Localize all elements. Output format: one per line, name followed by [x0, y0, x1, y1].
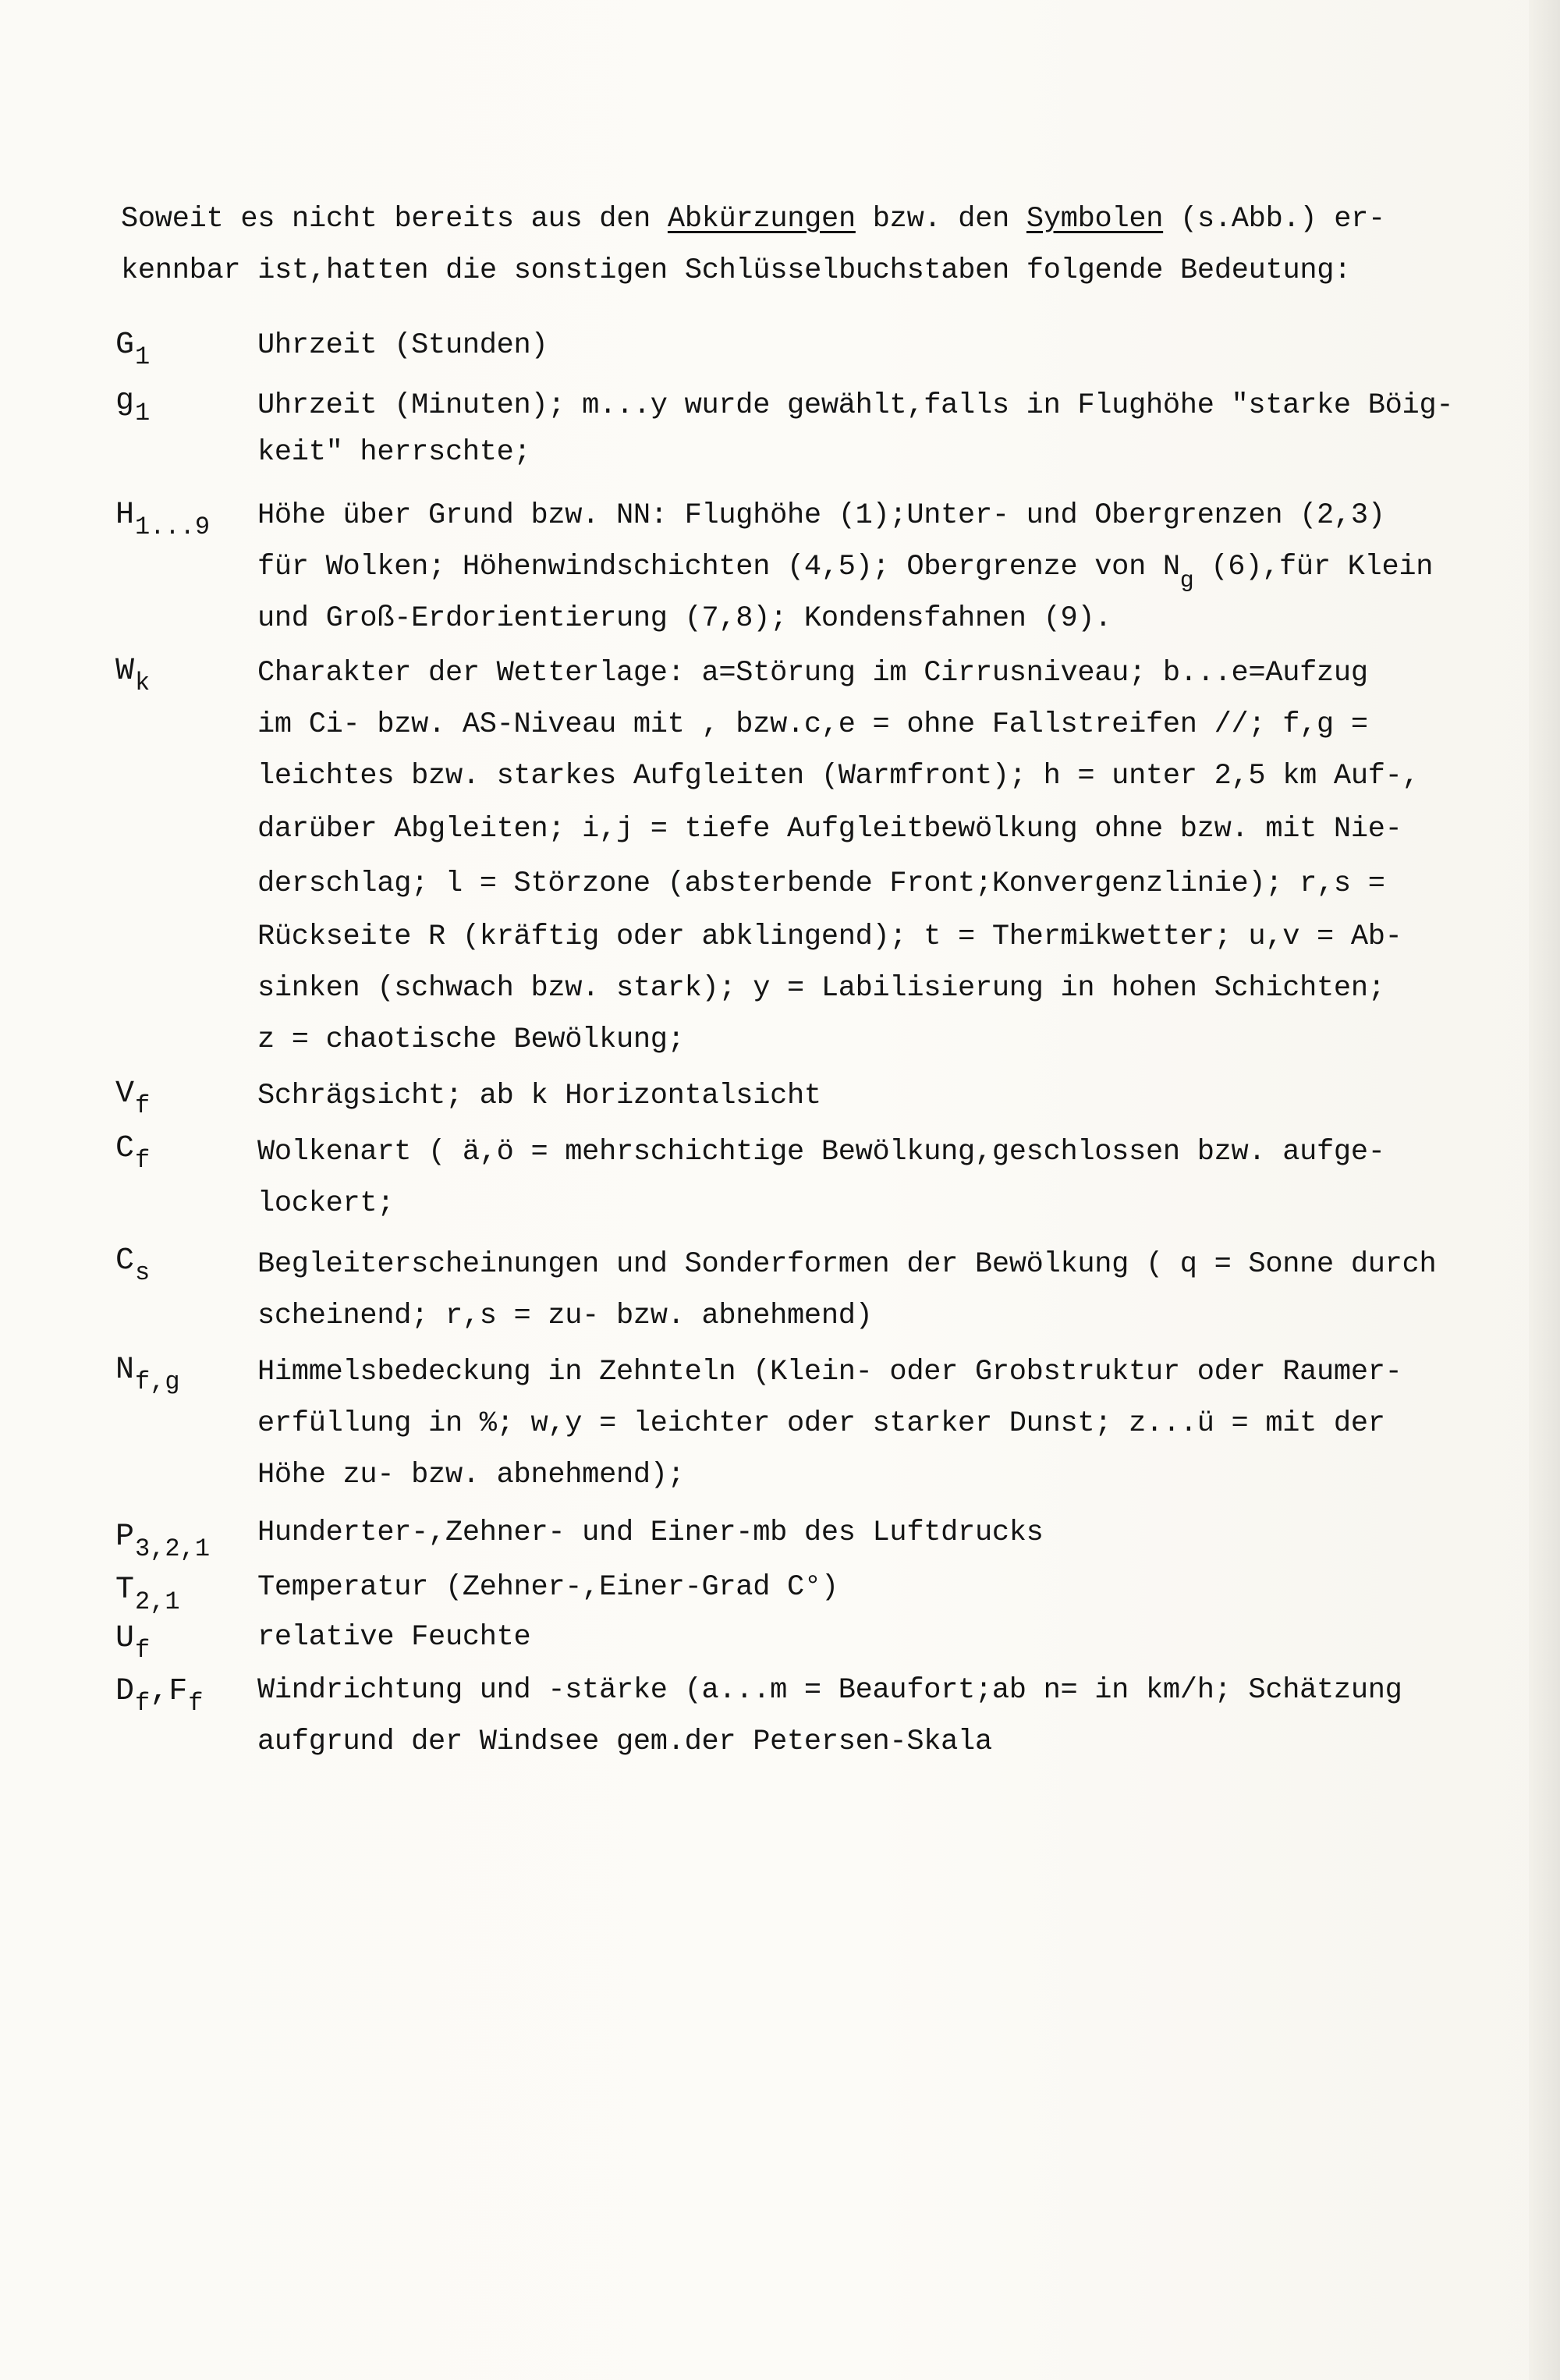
intro-paragraph: [121, 193, 1517, 296]
definition-line: Höhe über Grund bzw. NN: Flughöhe (1);Unter- und Obergrenzen (2,3): [257, 499, 1385, 532]
underlined-abkuerzungen: Abkürzungen: [667, 203, 856, 236]
definition-line: im Ci- bzw. AS-Niveau mit , bzw.c,e = ohne Fallstreifen //; f,g =: [257, 708, 1368, 741]
definition-cs: [257, 1239, 1525, 1342]
definition-line: derschlag; l = Störzone (absterbende Front;Konvergenzlinie); r,s =: [257, 867, 1385, 900]
symbol-wk: $W_k$: [115, 654, 151, 697]
intro-line-1: [121, 193, 1517, 245]
definition-line: keit" herrschte;: [257, 436, 531, 469]
definition-line: Uhrzeit (Stunden): [257, 329, 548, 362]
definition-line: darüber Abgleiten; i,j = tiefe Aufgleitbewölkung ohne bzw. mit Nie-: [257, 813, 1402, 846]
definition-line: und Groß-Erdorientierung (7,8); Kondensfahnen (9).: [257, 602, 1112, 635]
symbol-g1-upper: $G_1$: [115, 328, 151, 371]
definition-line: sinken (schwach bzw. stark); y = Labilisierung in hohen Schichten;: [257, 972, 1385, 1005]
definition-line: relative Feuchte: [257, 1621, 531, 1654]
definition-line: z = chaotische Bewölkung;: [257, 1023, 685, 1056]
symbol-nfg: $N_{f,g}$: [115, 1353, 180, 1396]
definition-line: Windrichtung und -stärke (a...m = Beaufort;ab n= in km/h; Schätzung: [257, 1674, 1402, 1707]
definition-g1-upper: [257, 320, 1525, 371]
definition-line: Wolkenart ( ä,ö = mehrschichtige Bewölkung,geschlossen bzw. aufge-: [257, 1136, 1385, 1169]
definition-line: Schrägsicht; ab k Horizontalsicht: [257, 1080, 821, 1112]
definition-line: scheinend; r,s = zu- bzw. abnehmend): [257, 1300, 873, 1332]
definition-line: Hunderter-,Zehner- und Einer-mb des Luftdrucks: [257, 1516, 1044, 1549]
definition-line: aufgrund der Windsee gem.der Petersen-Skala: [257, 1726, 992, 1758]
definition-line: Begleiterscheinungen und Sonderformen der Bewölkung ( q = Sonne durch: [257, 1248, 1437, 1281]
symbol-h: $H_{1...9}$: [115, 498, 211, 541]
definition-h: [257, 490, 1525, 644]
symbol-t: $T_{2,1}$: [115, 1573, 180, 1616]
definition-line: Uhrzeit (Minuten); m...y wurde gewählt,falls in Flughöhe "starke Böig-: [257, 389, 1454, 422]
definition-line: lockert;: [257, 1187, 395, 1220]
definition-uf: [257, 1612, 1525, 1663]
definition-line: erfüllung in %; w,y = leichter oder starker Dunst; z...ü = mit der: [257, 1407, 1385, 1440]
definition-line: Himmelsbedeckung in Zehnteln (Klein- oder Grobstruktur oder Raumer-: [257, 1356, 1402, 1389]
underlined-symbolen: Symbolen: [1026, 203, 1164, 236]
intro-line-2: kennbar ist,hatten die sonstigen Schlüsselbuchstaben folgende Bedeutung:: [121, 254, 1352, 287]
definition-line: Rückseite R (kräftig oder abklingend); t = Thermikwetter; u,v = Ab-: [257, 920, 1402, 953]
definition-df-ff: [257, 1665, 1525, 1768]
definition-g1-lower: [257, 382, 1525, 476]
symbol-df-ff: $D_f,F_f$: [115, 1674, 204, 1718]
intro-text: Soweit es nicht bereits aus den: [121, 203, 668, 236]
definition-vf: [257, 1070, 1525, 1122]
intro-text: (s.Abb.) er-: [1163, 203, 1385, 236]
definition-nfg: [257, 1346, 1525, 1501]
intro-text: bzw. den: [855, 203, 1026, 236]
symbol-vf: $V_f$: [115, 1076, 151, 1120]
symbol-uf: $U_f$: [115, 1621, 151, 1665]
symbol-cs: $C_s$: [115, 1243, 151, 1287]
definition-line: Temperatur (Zehner-,Einer-Grad C°): [257, 1571, 838, 1604]
symbol-p: $P_{3,2,1}$: [115, 1520, 211, 1563]
definition-line: Charakter der Wetterlage: a=Störung im Cirrusniveau; b...e=Aufzug: [257, 657, 1368, 690]
definition-line: Höhe zu- bzw. abnehmend);: [257, 1459, 685, 1491]
definition-line: leichtes bzw. starkes Aufgleiten (Warmfront); h = unter 2,5 km Auf-,: [257, 760, 1420, 793]
definition-p: [257, 1507, 1525, 1559]
symbol-g1-lower: $g_1$: [115, 384, 151, 427]
definition-line: für Wolken; Höhenwindschichten (4,5); Obergrenze von $N_g$ (6),für Klein: [257, 551, 1434, 594]
definition-t: [257, 1562, 1525, 1613]
symbol-cf: $C_f$: [115, 1131, 151, 1175]
definition-wk: [257, 647, 1525, 1066]
definition-cf: [257, 1126, 1525, 1229]
